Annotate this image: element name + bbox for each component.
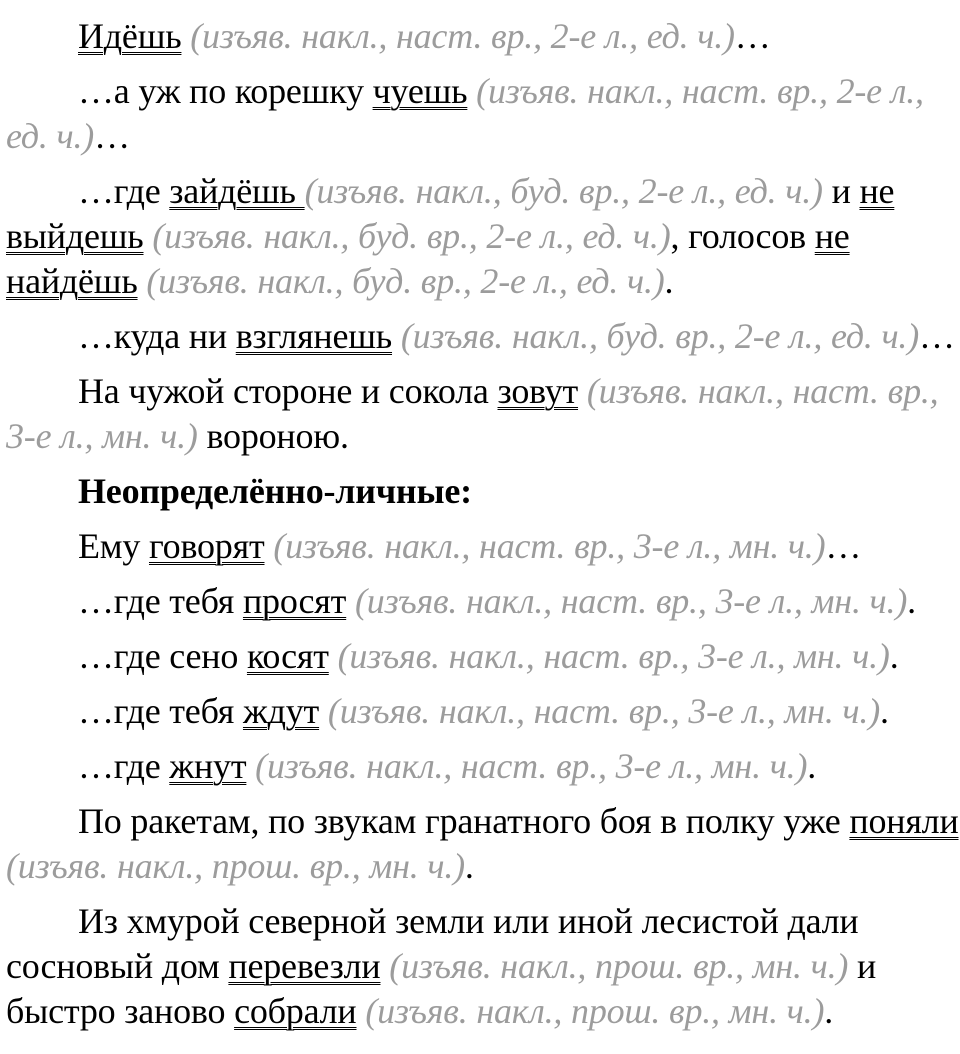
plain-text: . xyxy=(807,746,817,786)
underlined-verb: поняли xyxy=(849,801,959,841)
plain-text xyxy=(578,371,587,411)
paragraph-spacer xyxy=(6,459,960,469)
plain-text: …куда ни xyxy=(78,316,236,356)
text-paragraph xyxy=(6,524,960,569)
paragraph-spacer xyxy=(6,159,960,169)
plain-text: Ему xyxy=(78,526,149,566)
plain-text: . xyxy=(889,636,899,676)
text-paragraph xyxy=(6,369,960,459)
paragraph-spacer xyxy=(6,569,960,579)
text-paragraph xyxy=(6,689,960,734)
grammar-note: (изъяв. накл., буд. вр., 2-е л., ед. ч.) xyxy=(152,216,671,256)
plain-text: … xyxy=(94,116,130,156)
text-paragraph xyxy=(6,634,960,679)
plain-text: …где тебя xyxy=(78,581,243,621)
plain-text: … xyxy=(825,526,862,566)
plain-text: По ракетам, по звукам гранатного боя в полку уже xyxy=(78,801,850,841)
text-paragraph xyxy=(6,14,960,59)
text-paragraph xyxy=(6,69,960,159)
underlined-verb: чуешь xyxy=(372,71,468,111)
underlined-verb: говорят xyxy=(148,526,265,566)
paragraph-spacer xyxy=(6,734,960,744)
underlined-verb: не найдёшь xyxy=(6,216,850,301)
underlined-verb: ждут xyxy=(242,691,320,731)
grammar-note: (изъяв. накл., наст. вр., 3-е л., мн. ч.) xyxy=(355,581,908,621)
paragraph-spacer xyxy=(6,304,960,314)
plain-text: . xyxy=(464,846,474,886)
underlined-verb: взглянешь xyxy=(235,316,393,356)
paragraph-spacer xyxy=(6,514,960,524)
paragraph-spacer xyxy=(6,789,960,799)
underlined-verb: не выйдешь xyxy=(6,171,895,256)
plain-text xyxy=(246,746,255,786)
grammar-note: (изъяв. накл., наст. вр., 2-е л., ед. ч.) xyxy=(6,71,924,156)
grammar-note: (изъяв. накл., наст. вр., 3-е л., мн. ч.) xyxy=(273,526,826,566)
underlined-verb: собрали xyxy=(234,991,357,1031)
grammar-note: (изъяв. накл., наст. вр., 3-е л., мн. ч.) xyxy=(327,691,880,731)
paragraph-spacer xyxy=(6,624,960,634)
plain-text xyxy=(467,71,476,111)
grammar-note: (изъяв. накл., прош. вр., мн. ч.) xyxy=(389,946,849,986)
heading-text: Неопределённо-личные: xyxy=(78,471,472,511)
plain-text xyxy=(265,526,274,566)
plain-text: Из хмурой северной земли или иной лесистой дали сосновый дом xyxy=(6,901,859,986)
text-paragraph xyxy=(6,314,960,359)
grammar-note: (изъяв. накл., наст. вр., 3-е л., мн. ч.) xyxy=(337,636,890,676)
section-heading xyxy=(6,469,960,514)
plain-text: …где xyxy=(78,746,170,786)
grammar-note: (изъяв. накл., буд. вр., 2-е л., ед. ч.) xyxy=(304,171,823,211)
plain-text: вороною. xyxy=(197,416,349,456)
plain-text xyxy=(357,991,366,1031)
plain-text: …где сено xyxy=(78,636,247,676)
paragraph-spacer xyxy=(6,679,960,689)
plain-text: . xyxy=(664,261,674,301)
plain-text xyxy=(346,581,355,621)
plain-text: …где xyxy=(78,171,170,211)
plain-text: и быстро заново xyxy=(6,946,877,1031)
paragraph-spacer xyxy=(6,59,960,69)
grammar-note: (изъяв. накл., наст. вр., 2-е л., ед. ч.) xyxy=(190,16,735,56)
plain-text xyxy=(329,636,338,676)
underlined-verb: зовут xyxy=(497,371,579,411)
plain-text: , голосов xyxy=(670,216,815,256)
text-paragraph xyxy=(6,744,960,789)
text-paragraph xyxy=(6,799,960,889)
underlined-verb: косят xyxy=(246,636,329,676)
plain-text: . xyxy=(907,581,916,621)
plain-text xyxy=(380,946,389,986)
grammar-note: (изъяв. накл., наст. вр., 3-е л., мн. ч.) xyxy=(255,746,808,786)
plain-text xyxy=(319,691,328,731)
underlined-verb: перевезли xyxy=(228,946,381,986)
plain-text: …а уж по корешку xyxy=(78,71,373,111)
plain-text: На чужой стороне и сокола xyxy=(78,371,498,411)
grammar-note: (изъяв. накл., прош. вр., мн. ч.) xyxy=(6,846,465,886)
paragraph-spacer xyxy=(6,889,960,899)
underlined-verb: зайдёшь xyxy=(169,171,305,211)
plain-text xyxy=(392,316,401,356)
underlined-verb: просят xyxy=(242,581,347,621)
underlined-verb: жнут xyxy=(169,746,247,786)
text-paragraph xyxy=(6,169,960,304)
plain-text xyxy=(181,16,190,56)
plain-text: и xyxy=(822,171,860,211)
plain-text: … xyxy=(734,16,771,56)
plain-text: … xyxy=(919,316,955,356)
document-body xyxy=(6,14,960,1044)
paragraph-spacer xyxy=(6,359,960,369)
plain-text: . xyxy=(824,991,834,1031)
text-paragraph xyxy=(6,579,960,624)
plain-text: …где тебя xyxy=(78,691,243,731)
grammar-note: (изъяв. накл., буд. вр., 2-е л., ед. ч.) xyxy=(146,261,665,301)
underlined-verb: Идёшь xyxy=(78,16,182,56)
text-paragraph xyxy=(6,899,960,1034)
paragraph-spacer xyxy=(6,1034,960,1044)
plain-text: . xyxy=(880,691,889,731)
grammar-note: (изъяв. накл., буд. вр., 2-е л., ед. ч.) xyxy=(400,316,920,356)
grammar-note: (изъяв. накл., прош. вр., мн. ч.) xyxy=(365,991,825,1031)
grammar-note: (изъяв. накл., наст. вр., 3-е л., мн. ч.) xyxy=(6,371,939,456)
plain-text xyxy=(144,216,153,256)
